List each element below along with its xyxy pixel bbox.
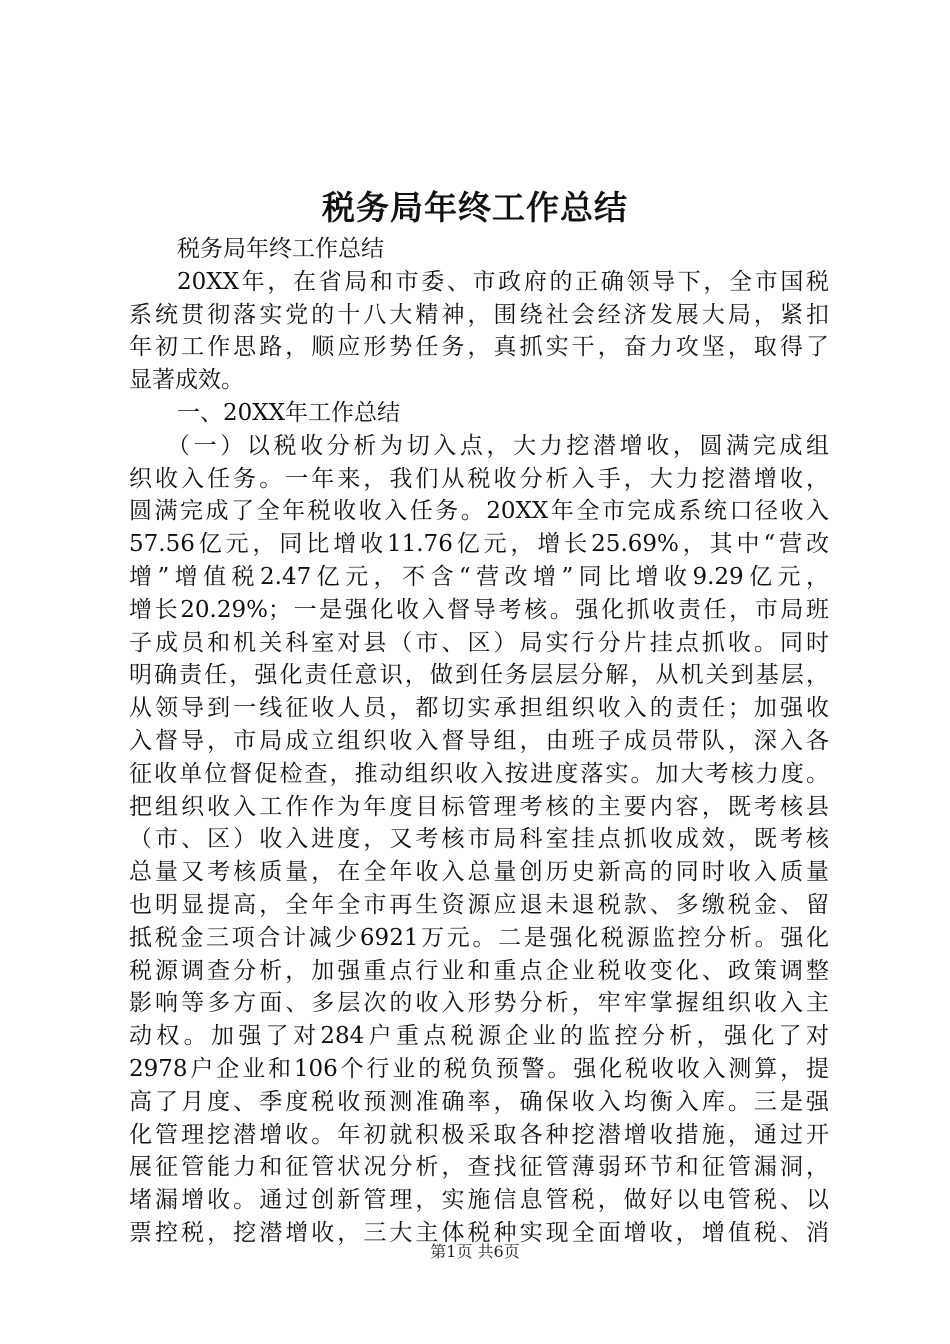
body-line: 把组织收入工作作为年度目标管理考核的主要内容，既考核县 (129, 793, 829, 820)
body-line: 子成员和机关科室对县（市、区）局实行分片挂点抓收。同时 (129, 629, 829, 656)
section-heading: 一、20XX年工作总结 (177, 399, 401, 426)
body-line: 票控税，挖潜增收，三大主体税种实现全面增收，增值税、消 (129, 1219, 829, 1246)
body-line: （市、区）收入进度，又考核市局科室挂点抓收成效，既考核 (129, 826, 829, 853)
body-line: 影响等多方面、多层次的收入形势分析，牢牢掌握组织收入主 (129, 990, 829, 1017)
body-line: 57.56亿元，同比增收11.76亿元，增长25.69%，其中“营改 (129, 531, 829, 558)
body-line: 抵税金三项合计减少6921万元。二是强化税源监控分析。强化 (129, 924, 829, 951)
body-line: 显著成效。 (129, 367, 244, 394)
body-line: （一）以税收分析为切入点，大力挖潜增收，圆满完成组 (167, 432, 829, 459)
body-line: 展征管能力和征管状况分析，查找征管薄弱环节和征管漏洞， (129, 1154, 829, 1181)
body-line: 增”增值税2.47亿元，不含“营改增”同比增收9.29亿元， (129, 563, 829, 590)
body-line: 也明显提高，全年全市再生资源应退未退税款、多缴税金、留 (129, 891, 829, 918)
body-line: 税务局年终工作总结 (177, 236, 384, 262)
body-line: 从领导到一线征收人员，都切实承担组织收入的责任；加强收 (129, 695, 829, 722)
document-body (129, 233, 829, 1250)
page-number: 第1页 共6页 (430, 1242, 520, 1261)
body-line: 2978户企业和106个行业的税负预警。强化税收收入测算，提 (129, 1055, 829, 1082)
body-line: 高了月度、季度税收预测准确率，确保收入均衡入库。三是强 (129, 1088, 829, 1115)
body-line: 税源调查分析，加强重点行业和重点企业税收变化、政策调整 (129, 957, 829, 984)
body-line: 动权。加强了对284户重点税源企业的监控分析，强化了对 (129, 1023, 829, 1050)
body-line: 总量又考核质量，在全年收入总量创历史新高的同时收入质量 (129, 859, 829, 886)
body-line: 20XX年，在省局和市委、市政府的正确领导下，全市国税 (177, 268, 829, 295)
body-line: 圆满完成了全年税收收入任务。20XX年全市完成系统口径收入 (129, 498, 829, 525)
body-line: 明确责任，强化责任意识，做到任务层层分解，从机关到基层， (129, 662, 829, 689)
body-line: 织收入任务。一年来，我们从税收分析入手，大力挖潜增收， (129, 465, 829, 492)
body-line: 年初工作思路，顺应形势任务，真抓实干，奋力攻坚，取得了 (129, 334, 829, 361)
body-line: 化管理挖潜增收。年初就积极采取各种挖潜增收措施，通过开 (129, 1121, 829, 1148)
document-title: 税务局年终工作总结 (322, 188, 628, 227)
body-line: 系统贯彻落实党的十八大精神，围绕社会经济发展大局，紧扣 (129, 301, 829, 328)
body-line: 堵漏增收。通过创新管理，实施信息管税，做好以电管税、以 (129, 1187, 829, 1214)
body-line: 征收单位督促检查，推动组织收入按进度落实。加大考核力度。 (129, 760, 829, 787)
body-line: 入督导，市局成立组织收入督导组，由班子成员带队，深入各 (129, 727, 829, 754)
body-line: 增长20.29%；一是强化收入督导考核。强化抓收责任，市局班 (129, 596, 829, 623)
